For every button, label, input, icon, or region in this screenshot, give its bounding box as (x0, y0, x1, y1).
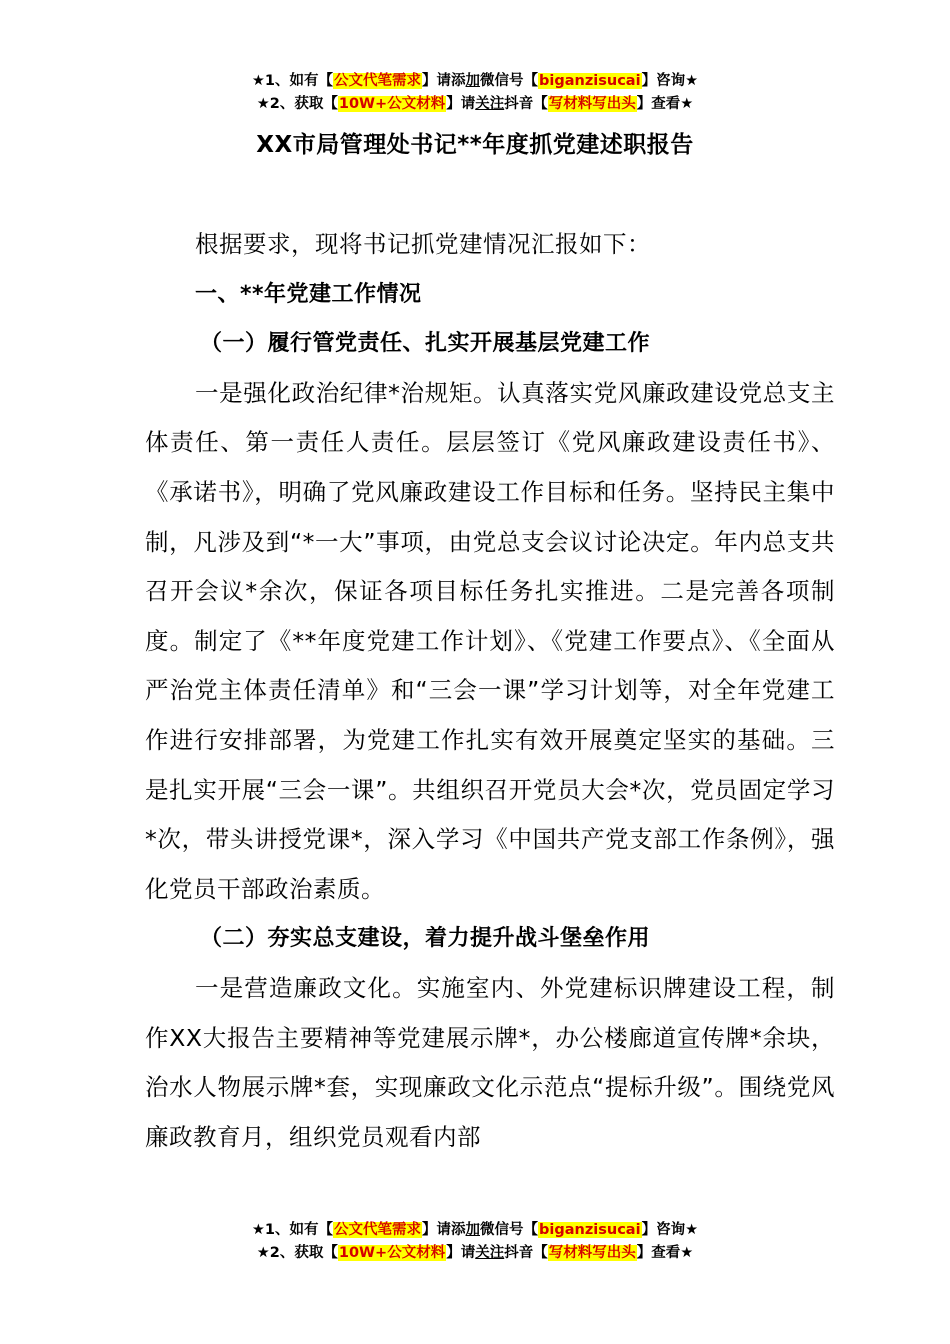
promo-footer-line-1 (0, 1219, 950, 1241)
promo-text: ★2、获取【 (256, 96, 338, 112)
promo-footer-line-2 (0, 1242, 950, 1264)
promo-header-line-2 (0, 93, 950, 115)
promo-highlight-wechat-id: biganzisucai (539, 73, 641, 89)
promo-text: 】请 (446, 96, 476, 112)
subsection-1-paragraph: 一是强化政治纪律*治规矩。认真落实党风廉政建设党总支主体责任、第一责任人责任。层层签订《党风廉政建设责任书》、《承诺书》，明确了党风廉政建设工作目标和任务。坚持民主集中制，凡涉及到“*一大”事项，由党总支会议讨论决定。年内总支共召开会议*余次，保证各项目标任务扎实推进。二是完善各项制度。制定了《**年度党建工作计划》、《党建工作要点》、《全面从严治党主体责任清单》和“三会一课”学习计划等，对全年党建工作进行安排部署，为党建工作扎实有效开展奠定坚实的基础。三是扎实开展“三会一课”。共组织召开党员大会*次，党员固定学习*次，带头讲授党课*，深入学习《中国共产党支部工作条例》，强化党员干部政治素质。 (145, 378, 835, 903)
promo-header-line-1 (0, 70, 950, 92)
subsection-2-paragraph: 一是营造廉政文化。实施室内、外党建标识牌建设工程，制作XX大报告主要精神等党建展示牌*，办公楼廊道宣传牌*余块，治水人物展示牌*套，实现廉政文化示范点“提标升级”。围绕党风廉政教育月，组织党员观看内部 (145, 973, 835, 1151)
promo-text: 】请添 (422, 1222, 466, 1238)
promo-text: ★2、获取【 (256, 1245, 338, 1261)
promo-text: ★1、如有【 (251, 73, 334, 89)
promo-highlight: 公文代笔需求 (334, 1222, 422, 1238)
promo-text: 】咨询★ (641, 1222, 699, 1238)
subsection-heading-1: （一）履行管党责任、扎实开展基层党建工作 (200, 331, 651, 357)
promo-text: 抖音【 (504, 1245, 548, 1261)
promo-underlined: 关注 (475, 96, 505, 112)
promo-highlight-wechat-id: biganzisucai (539, 1222, 641, 1238)
promo-text: 微信号【 (480, 1222, 539, 1238)
promo-text: ★1、如有【 (251, 1222, 334, 1238)
intro-paragraph: 根据要求，现将书记抓党建情况汇报如下： (195, 230, 651, 258)
promo-highlight-douyin: 写材料写出头 (548, 96, 636, 112)
promo-highlight: 10W+公文材料 (338, 1245, 446, 1261)
promo-highlight-douyin: 写材料写出头 (548, 1245, 636, 1261)
promo-text: 】请添 (422, 73, 466, 89)
promo-highlight: 公文代笔需求 (334, 73, 422, 89)
promo-text: 】查看★ (636, 96, 694, 112)
document-body (145, 220, 835, 1162)
document-title: XX市局管理处书记**年度抓党建述职报告 (256, 132, 694, 158)
subsection-heading-2: （二）夯实总支建设，着力提升战斗堡垒作用 (200, 926, 651, 952)
promo-underlined: 加 (465, 1222, 481, 1238)
promo-text: 】咨询★ (641, 73, 699, 89)
promo-underlined: 关注 (475, 1245, 505, 1261)
promo-text: 】查看★ (636, 1245, 694, 1261)
section-heading-1: 一、**年党建工作情况 (195, 281, 422, 307)
promo-underlined: 加 (465, 73, 481, 89)
promo-highlight: 10W+公文材料 (338, 96, 446, 112)
promo-text: 抖音【 (504, 96, 548, 112)
promo-text: 微信号【 (480, 73, 539, 89)
promo-text: 】请 (446, 1245, 476, 1261)
